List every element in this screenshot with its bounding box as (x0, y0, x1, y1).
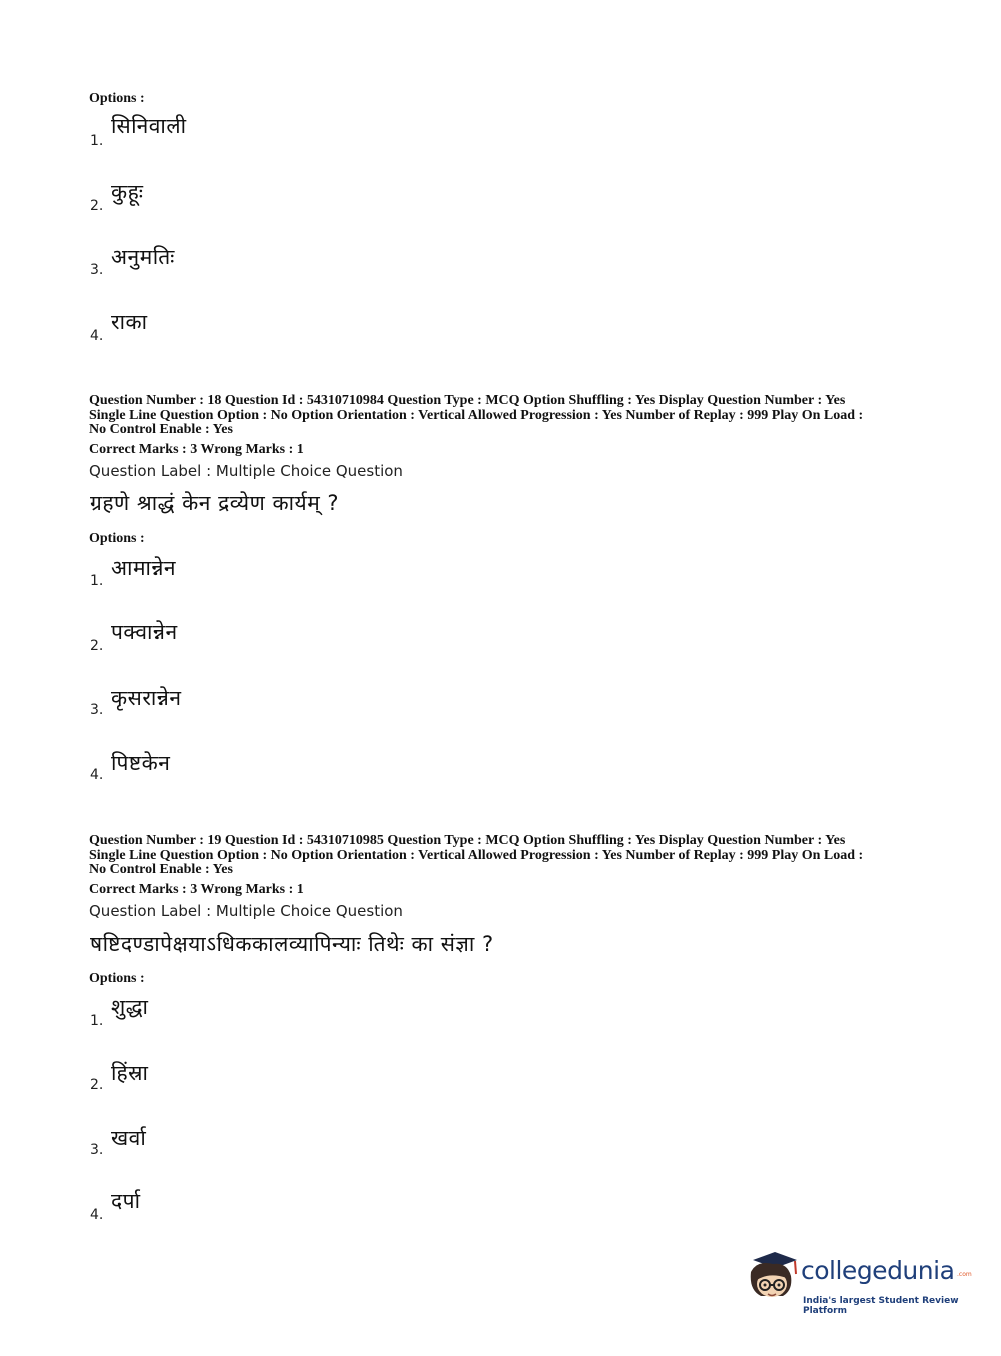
option-text: कुहूः (111, 180, 144, 204)
option-text: हिंस्रा (111, 1061, 149, 1085)
option-text: कृसरान्नेन (111, 686, 182, 710)
option-number: 1. (90, 1013, 104, 1029)
option-number: 2. (90, 638, 104, 654)
option-number: 2. (90, 1077, 104, 1093)
question-meta-line: Single Line Question Option : No Option Orientation : Vertical Allowed Progression : Yes Number of Replay : 999 Play On Load : (89, 407, 864, 423)
option-text: खर्वा (111, 1126, 147, 1150)
option-number: 3. (90, 1142, 104, 1158)
option-number: 2. (90, 198, 104, 214)
question-text: ग्रहणे श्राद्धं केन द्रव्येण कार्यम् ? (90, 491, 340, 515)
option-text: पक्वान्नेन (111, 620, 178, 644)
option-number: 3. (90, 262, 104, 278)
question-label: Question Label : Multiple Choice Question (89, 902, 403, 920)
option-text: पिष्टकेन (111, 751, 171, 775)
option-text: शुद्धा (111, 995, 149, 1019)
option-number: 4. (90, 767, 104, 783)
mascot-icon (743, 1250, 801, 1312)
collegedunia-logo (743, 1250, 973, 1316)
option-text: आमान्नेन (111, 556, 177, 580)
logo-wordmark: collegedunia (801, 1256, 955, 1285)
options-heading: Options : (89, 531, 145, 546)
option-number: 4. (90, 328, 104, 344)
question-meta-line: Question Number : 18 Question Id : 54310710984 Question Type : MCQ Option Shuffling : Yes Display Question Number : Yes (89, 393, 846, 408)
question-text: षष्टिदण्डापेक्षयाऽधिककालव्यापिन्याः तिथेः का संज्ञा ? (90, 932, 494, 956)
question-marks: Correct Marks : 3 Wrong Marks : 1 (89, 442, 304, 457)
logo-domain: .com (957, 1271, 972, 1278)
question-meta-line: No Control Enable : Yes (89, 422, 233, 437)
option-text: दर्पा (111, 1189, 141, 1213)
option-number: 1. (90, 133, 104, 149)
options-heading: Options : (89, 971, 145, 986)
options-heading: Options : (89, 91, 145, 106)
logo-tagline: India's largest Student Review Platform (803, 1296, 959, 1316)
option-text: राका (111, 310, 148, 334)
option-text: सिनिवाली (111, 114, 187, 138)
option-number: 3. (90, 702, 104, 718)
option-text: अनुमतिः (111, 245, 175, 269)
question-meta-line: Single Line Question Option : No Option Orientation : Vertical Allowed Progression : Yes Number of Replay : 999 Play On Load : (89, 847, 864, 863)
question-marks: Correct Marks : 3 Wrong Marks : 1 (89, 882, 304, 897)
option-number: 1. (90, 573, 104, 589)
option-number: 4. (90, 1207, 104, 1223)
question-meta-line: Question Number : 19 Question Id : 54310710985 Question Type : MCQ Option Shuffling : Yes Display Question Number : Yes (89, 833, 846, 848)
question-label: Question Label : Multiple Choice Question (89, 462, 403, 480)
question-meta-line: No Control Enable : Yes (89, 862, 233, 877)
